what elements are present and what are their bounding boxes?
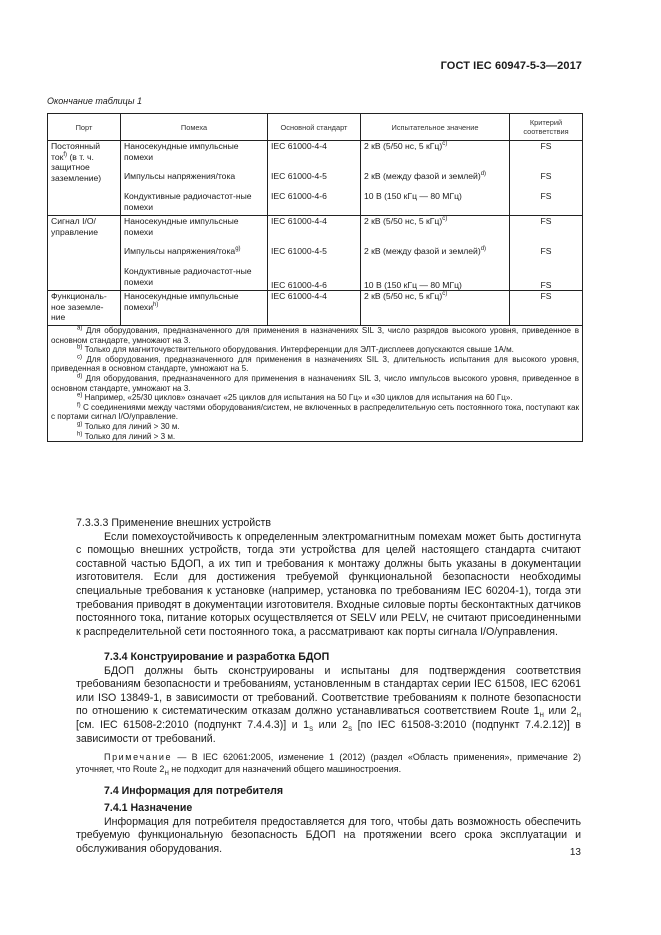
criterion-cell: FS: [510, 171, 583, 191]
page-number: 13: [569, 847, 581, 858]
section-7-3-3-3: [76, 517, 581, 639]
disturbance-cell: Кондуктивные радиочастот-ные помехи: [121, 266, 268, 291]
standard-cell: IEC 61000-4-4: [268, 216, 361, 247]
port-cell: Функциональ-ное заземле-ние: [48, 291, 121, 326]
criterion-cell: FS: [510, 246, 583, 266]
document-header: ГОСТ IEC 60947-5-3—2017: [440, 60, 582, 72]
criterion-cell: FS: [510, 191, 583, 216]
standard-cell: IEC 61000-4-6: [268, 266, 361, 291]
emc-table: [47, 113, 583, 442]
table-row: [48, 291, 583, 326]
section-paragraph: Если помехоустойчивость к определенным электромагнитным помехам может быть достигнута с помощью внешних устройств, тогда эти устройства для целей настоящего стандарта считают составной частью БДОП, а их тип и требования к монтажу должны быть указаны в документации изготовителя. Если для достижения требуемой функциональной безопасности необходимы специальные требования к установке (например, установка по требованиям IEC 60204-1), тогда эти требования приводят в документации изготовителя. Входные силовые порты бесконтактных датчиков постоянного тока, питание которых осуществляется от SELV или PELV, не считают присоединенными к распределительной сети постоянного тока, а рассматривают как порты сигнала I/O/управления.: [76, 530, 581, 638]
disturbance-cell: Наносекундные импульсные помехи$^{h)}$: [121, 291, 268, 326]
section-7-4: [76, 785, 581, 799]
table-note: $^{c)}$ Для оборудования, предназначенного для применения в назначениях SIL 3, длительность испытания для высокого уровня, приведенная в основном стандарте, умножают на 5.: [51, 354, 579, 374]
section-heading: 7.3.3.3 Применение внешних устройств: [76, 517, 271, 529]
header-test-value: Испытательное значение: [361, 114, 510, 141]
disturbance-cell: Импульсы напряжения/тока: [121, 171, 268, 191]
value-cell: 10 В (150 кГц — 80 МГц): [361, 266, 510, 291]
section-heading: 7.4 Информация для потребителя: [104, 785, 283, 797]
table-note: $^{e)}$ Например, «25/30 циклов» означает «25 циклов для испытания на 50 Гц» и «30 циклов для испытания на 60 Гц».: [77, 392, 513, 403]
table-row: [48, 171, 583, 191]
standard-cell: IEC 61000-4-4: [268, 141, 361, 172]
section-heading: 7.3.4 Конструирование и разработка БДОП: [104, 651, 330, 663]
criterion-cell: FS: [510, 266, 583, 291]
criterion-cell: FS: [510, 216, 583, 247]
header-port: Порт: [48, 114, 121, 141]
port-cell: Сигнал I/O/ управление: [48, 216, 121, 291]
disturbance-cell: Импульсы напряжения/тока$^{g)}$: [121, 246, 268, 266]
header-standard: Основной стандарт: [268, 114, 361, 141]
value-cell: 2 кВ (5/50 нс, 5 кГц)$^{c)}$: [361, 141, 510, 172]
section-7-4-1: [76, 802, 581, 856]
table-note: $^{f)}$ С соединениями между частями оборудования/систем, не включенных в распределительную сеть постоянного тока, поступают как с портами сигнал I/O/управление.: [51, 402, 579, 422]
table-row: [48, 191, 583, 216]
standard-cell: IEC 61000-4-5: [268, 171, 361, 191]
table-note: $^{a)}$ Для оборудования, предназначенного для применения в назначениях SIL 3, число разрядов высокого уровня, приведенное в основном стандарте, умножают на 3.: [51, 325, 580, 345]
table-row: [48, 266, 583, 291]
value-cell: 2 кВ (5/50 нс, 5 кГц)$^{c)}$: [361, 216, 510, 247]
value-cell: 2 кВ (между фазой и землей)$^{d)}$: [361, 171, 510, 191]
header-criterion: Критерий соответствия: [510, 114, 583, 141]
table-row: [48, 246, 583, 266]
table-note: $^{b)}$ Только для магниточувствительного оборудования. Интерференции для ЭЛТ-дисплеев допускаются свыше 1А/м.: [77, 344, 514, 355]
section-7-3-4: [76, 651, 581, 775]
standard-cell: IEC 61000-4-4: [268, 291, 361, 326]
port-cell: Постоянный ток$^{f)}$ (в т. ч. защитное заземление): [48, 141, 121, 216]
value-cell: 2 кВ (5/50 нс, 5 кГц)$^{c)}$: [361, 291, 510, 326]
table-row: [48, 216, 583, 247]
disturbance-cell: Наносекундные импульсные помехи: [121, 216, 268, 247]
section-paragraph: Информация для потребителя предоставляется для того, чтобы дать возможность обеспечить требуемую функциональную безопасность БДОП на протяжении всего срока эксплуатации и обслуживания оборудования.: [76, 815, 581, 855]
table-note: $^{g)}$ Только для линий > 30 м.: [77, 421, 180, 431]
section-heading: 7.4.1 Назначение: [104, 802, 193, 814]
standard-cell: IEC 61000-4-6: [268, 191, 361, 216]
standard-cell: IEC 61000-4-5: [268, 246, 361, 266]
table-note: $^{d)}$ Для оборудования, предназначенного для применения в назначениях SIL 3, число импульсов высокого уровня, приведенное в основном стандарте, умножают на 3.: [51, 373, 579, 393]
table-header-row: [48, 114, 583, 141]
section-note: Примечание — В IEC 62061:2005, изменение 1 (2012) (раздел «Область применения», примечание 2) уточняет, что Route $2_H$ не подходит для назначений общего машиностроения.: [76, 752, 581, 777]
table-row: [48, 141, 583, 172]
table-note: $^{h)}$ Только для линий > 3 м.: [77, 430, 176, 441]
header-disturbance: Помеха: [121, 114, 268, 141]
table-notes-row: [48, 326, 583, 442]
criterion-cell: FS: [510, 291, 583, 326]
section-paragraph: БДОП должны быть сконструированы и испытаны для подтверждения соответствия требованиям безопасности и требованиям, установленным в стандартах серии IEC 61508, IEC 62061 или ISO 13849-1, в зависимости от требований. Соответствие требованиям к полноте безопасности по отношению к систематическим отказам должно устанавливаться соответствием Route $1_H$ или $2_H$ [см. IEC 61508-2:2010 (подпункт 7.4.4.3)] и $1_S$ или $2_S$ [по IEC 61508-3:2010 (подпункт 7.4.2.12)] в зависимости от требований.: [76, 664, 582, 745]
disturbance-cell: Кондуктивные радиочастот-ные помехи: [121, 191, 268, 216]
value-cell: 10 В (150 кГц — 80 МГц): [361, 191, 510, 216]
disturbance-cell: Наносекундные импульсные помехи: [121, 141, 268, 172]
table-notes: [48, 326, 583, 442]
table-caption: Окончание таблицы 1: [47, 96, 142, 106]
value-cell: 2 кВ (между фазой и землей)$^{d)}$: [361, 246, 510, 266]
criterion-cell: FS: [510, 141, 583, 172]
